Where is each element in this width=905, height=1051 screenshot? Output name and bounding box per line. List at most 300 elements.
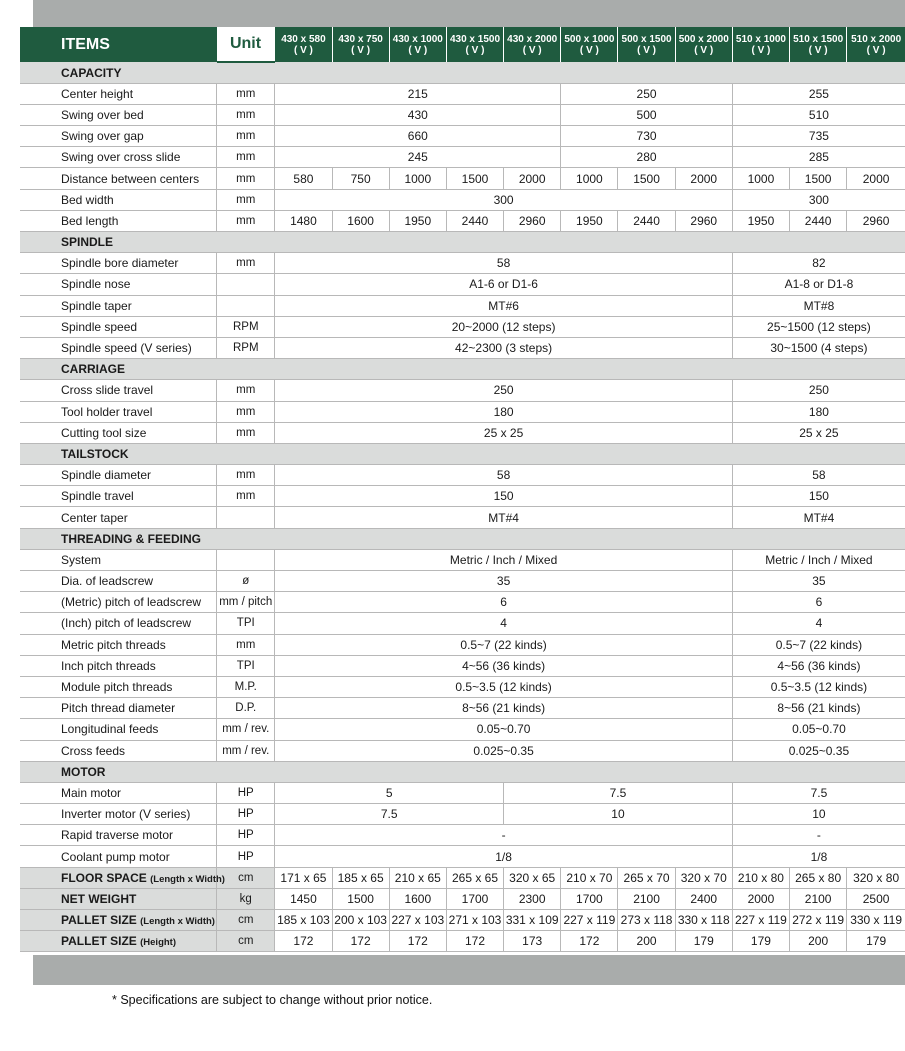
spec-value: 179: [675, 931, 732, 952]
spec-label-text: System: [61, 552, 102, 567]
spec-value: MT#6: [275, 295, 733, 316]
spec-unit: HP: [217, 846, 275, 867]
spec-value: 2100: [790, 888, 847, 909]
spec-label: [20, 486, 217, 507]
spec-value: 1000: [561, 168, 618, 189]
model-variant: ( V ): [808, 44, 828, 56]
spec-value: 2960: [504, 210, 561, 231]
spec-value: 2000: [847, 168, 905, 189]
spec-value: A1-6 or D1-6: [275, 274, 733, 295]
spec-label-text: Cross slide travel: [61, 383, 154, 398]
spec-value: 1480: [275, 210, 332, 231]
model-header: [847, 27, 905, 62]
spec-value: 320 x 70: [675, 867, 732, 888]
spec-value: 0.5~3.5 (12 kinds): [732, 676, 905, 697]
spec-label-text: Swing over cross slide: [61, 150, 181, 165]
spec-unit: [217, 274, 275, 295]
spec-unit: cm: [217, 867, 275, 888]
spec-value: 2440: [446, 210, 503, 231]
model-size: 430 x 750: [338, 33, 383, 45]
spec-value: 0.5~7 (22 kinds): [275, 634, 733, 655]
spec-value: 271 x 103: [446, 910, 503, 931]
spec-value: 500: [561, 104, 733, 125]
spec-label: [20, 782, 217, 803]
spec-value: MT#4: [275, 507, 733, 528]
spec-value: 2000: [504, 168, 561, 189]
spec-row: [20, 507, 905, 528]
spec-value: 4~56 (36 kinds): [275, 655, 733, 676]
spec-value: 172: [275, 931, 332, 952]
spec-row: [20, 613, 905, 634]
model-header: [618, 27, 675, 62]
spec-value: 10: [504, 804, 733, 825]
spec-label-text: Inch pitch threads: [61, 658, 156, 673]
spec-row: [20, 846, 905, 867]
model-variant: ( V ): [751, 44, 771, 56]
spec-label-text: Distance between centers: [61, 171, 200, 186]
spec-unit: mm: [217, 401, 275, 422]
spec-value: 730: [561, 126, 733, 147]
spec-value: 331 x 109: [504, 910, 561, 931]
spec-value: 580: [275, 168, 332, 189]
model-size: 510 x 1000: [735, 33, 786, 45]
spec-value: A1-8 or D1-8: [732, 274, 905, 295]
spec-row: [20, 698, 905, 719]
spec-unit: mm: [217, 147, 275, 168]
model-size: 510 x 2000: [851, 33, 902, 45]
spec-label-text: Swing over bed: [61, 107, 144, 122]
section-title: THREADING & FEEDING: [20, 528, 905, 549]
spec-label-text: Tool holder travel: [61, 404, 153, 419]
spec-value: 172: [446, 931, 503, 952]
spec-value: 272 x 119: [790, 910, 847, 931]
spec-row: [20, 295, 905, 316]
unit-header: Unit: [217, 27, 275, 62]
spec-unit: HP: [217, 782, 275, 803]
model-variant: ( V ): [579, 44, 599, 56]
spec-row: [20, 337, 905, 358]
model-header: [332, 27, 389, 62]
model-header: [790, 27, 847, 62]
spec-value: 2000: [675, 168, 732, 189]
spec-value: 179: [847, 931, 905, 952]
model-variant: ( V ): [694, 44, 714, 56]
spec-value: 30~1500 (4 steps): [732, 337, 905, 358]
spec-value: 35: [275, 571, 733, 592]
spec-value: 10: [732, 804, 905, 825]
spec-row: [20, 931, 905, 952]
spec-value: 6: [275, 592, 733, 613]
spec-value: 150: [275, 486, 733, 507]
spec-value: 179: [732, 931, 789, 952]
spec-value: 430: [275, 104, 561, 125]
spec-label: [20, 210, 217, 231]
section-row: [20, 359, 905, 380]
spec-label: [20, 189, 217, 210]
spec-label: [20, 380, 217, 401]
spec-label-text: Metric pitch threads: [61, 637, 166, 652]
spec-value: 4: [732, 613, 905, 634]
spec-label-text: Inverter motor (V series): [61, 807, 191, 822]
spec-unit: ø: [217, 571, 275, 592]
spec-unit: TPI: [217, 655, 275, 676]
spec-value: -: [732, 825, 905, 846]
spec-value: 1500: [618, 168, 675, 189]
spec-label: [20, 655, 217, 676]
spec-unit: mm: [217, 104, 275, 125]
spec-value: 2960: [847, 210, 905, 231]
spec-value: 1950: [561, 210, 618, 231]
spec-row: [20, 147, 905, 168]
spec-value: 200: [618, 931, 675, 952]
model-variant: ( V ): [522, 44, 542, 56]
spec-unit: cm: [217, 910, 275, 931]
spec-value: 7.5: [504, 782, 733, 803]
model-size: 500 x 1500: [621, 33, 672, 45]
spec-label-text: Dia. of leadscrew: [61, 574, 154, 589]
spec-value: 0.05~0.70: [275, 719, 733, 740]
spec-row: [20, 888, 905, 909]
spec-value: Metric / Inch / Mixed: [732, 549, 905, 570]
spec-row: [20, 253, 905, 274]
spec-value: 255: [732, 83, 905, 104]
spec-row: [20, 719, 905, 740]
spec-row: [20, 465, 905, 486]
spec-value: 5: [275, 782, 504, 803]
spec-label: [20, 126, 217, 147]
spec-unit: mm: [217, 465, 275, 486]
spec-value: 0.5~3.5 (12 kinds): [275, 676, 733, 697]
footnote: * Specifications are subject to change without prior notice.: [112, 993, 433, 1007]
spec-row: [20, 804, 905, 825]
spec-label-text: Main motor: [61, 785, 122, 800]
spec-label-text: PALLET SIZE: [61, 934, 137, 949]
spec-row: [20, 740, 905, 761]
spec-unit: M.P.: [217, 676, 275, 697]
model-size: 500 x 2000: [678, 33, 729, 45]
model-header: [446, 27, 503, 62]
spec-value: 8~56 (21 kinds): [732, 698, 905, 719]
spec-label-text: PALLET SIZE: [61, 913, 137, 928]
spec-value: 58: [275, 465, 733, 486]
spec-row: [20, 676, 905, 697]
spec-value: 1700: [446, 888, 503, 909]
model-variant: ( V ): [637, 44, 656, 56]
spec-row: [20, 126, 905, 147]
spec-unit: [217, 549, 275, 570]
spec-row: [20, 782, 905, 803]
spec-value: 200 x 103: [332, 910, 389, 931]
spec-label-sub: (Length x Width): [150, 873, 225, 885]
bottom-grey-band: [33, 955, 905, 985]
spec-unit: mm: [217, 422, 275, 443]
spec-unit: RPM: [217, 337, 275, 358]
model-header: [504, 27, 561, 62]
spec-value: 1000: [389, 168, 446, 189]
spec-value: 185 x 103: [275, 910, 332, 931]
spec-unit: TPI: [217, 613, 275, 634]
spec-value: 7.5: [732, 782, 905, 803]
spec-row: [20, 825, 905, 846]
spec-value: 265 x 70: [618, 867, 675, 888]
spec-value: 200: [790, 931, 847, 952]
spec-value: 58: [732, 465, 905, 486]
spec-unit: mm / rev.: [217, 740, 275, 761]
spec-row: [20, 380, 905, 401]
spec-value: 280: [561, 147, 733, 168]
top-grey-band: [33, 0, 905, 27]
model-header: [389, 27, 446, 62]
spec-label: [20, 825, 217, 846]
spec-value: MT#8: [732, 295, 905, 316]
spec-value: 1/8: [732, 846, 905, 867]
spec-value: 25~1500 (12 steps): [732, 316, 905, 337]
spec-unit: mm: [217, 126, 275, 147]
spec-value: 227 x 119: [732, 910, 789, 931]
model-size: 510 x 1500: [793, 33, 844, 45]
spec-value: 250: [732, 380, 905, 401]
spec-label: [20, 931, 217, 952]
spec-unit: HP: [217, 825, 275, 846]
spec-row: [20, 867, 905, 888]
spec-unit: mm / rev.: [217, 719, 275, 740]
model-header: [275, 27, 332, 62]
section-row: [20, 761, 905, 782]
section-row: [20, 62, 905, 83]
spec-row: [20, 571, 905, 592]
spec-label-text: Bed width: [61, 192, 114, 207]
spec-value: 285: [732, 147, 905, 168]
spec-label-text: NET WEIGHT: [61, 891, 137, 906]
spec-value: 1700: [561, 888, 618, 909]
spec-value: 180: [732, 401, 905, 422]
spec-value: 320 x 65: [504, 867, 561, 888]
section-title: SPINDLE: [20, 232, 905, 253]
spec-label-text: Center height: [61, 86, 134, 101]
spec-label-text: Cross feeds: [61, 743, 126, 758]
spec-value: 6: [732, 592, 905, 613]
spec-label: [20, 274, 217, 295]
spec-value: 172: [561, 931, 618, 952]
spec-label-text: Pitch thread diameter: [61, 701, 176, 716]
model-header: [561, 27, 618, 62]
spec-label: [20, 337, 217, 358]
spec-unit: mm / pitch: [217, 592, 275, 613]
spec-label: [20, 698, 217, 719]
spec-value: 300: [275, 189, 733, 210]
spec-unit: kg: [217, 888, 275, 909]
spec-value: 0.05~0.70: [732, 719, 905, 740]
spec-label-text: Swing over gap: [61, 129, 144, 144]
model-size: 430 x 580: [281, 33, 326, 45]
spec-value: 58: [275, 253, 733, 274]
spec-unit: RPM: [217, 316, 275, 337]
section-title: CARRIAGE: [20, 359, 905, 380]
spec-label-text: FLOOR SPACE: [61, 870, 147, 885]
spec-unit: mm: [217, 253, 275, 274]
spec-value: 210 x 80: [732, 867, 789, 888]
spec-label: [20, 910, 217, 931]
spec-value: 210 x 70: [561, 867, 618, 888]
spec-value: 172: [332, 931, 389, 952]
spec-label: [20, 316, 217, 337]
spec-value: 0.5~7 (22 kinds): [732, 634, 905, 655]
spec-label: [20, 253, 217, 274]
spec-value: 1000: [732, 168, 789, 189]
spec-label: [20, 740, 217, 761]
spec-label: [20, 888, 217, 909]
spec-label: [20, 592, 217, 613]
spec-label-text: Spindle speed: [61, 319, 138, 334]
model-size: 430 x 2000: [507, 33, 558, 45]
spec-label-sub: (Length x Width): [140, 916, 215, 928]
spec-unit: cm: [217, 931, 275, 952]
spec-value: 265 x 80: [790, 867, 847, 888]
spec-label: [20, 295, 217, 316]
spec-unit: mm: [217, 210, 275, 231]
spec-label: [20, 719, 217, 740]
spec-value: 1950: [732, 210, 789, 231]
spec-unit: [217, 507, 275, 528]
spec-unit: mm: [217, 189, 275, 210]
spec-value: 4: [275, 613, 733, 634]
spec-value: 171 x 65: [275, 867, 332, 888]
spec-value: 2000: [732, 888, 789, 909]
section-row: [20, 443, 905, 464]
section-row: [20, 528, 905, 549]
spec-unit: mm: [217, 168, 275, 189]
spec-table-body: [20, 62, 905, 952]
spec-label-text: Coolant pump motor: [61, 849, 170, 864]
spec-row: [20, 210, 905, 231]
spec-label-text: Longitudinal feeds: [61, 722, 159, 737]
spec-row: [20, 83, 905, 104]
spec-value: 2440: [618, 210, 675, 231]
spec-label-text: Spindle taper: [61, 298, 132, 313]
spec-unit: [217, 295, 275, 316]
spec-value: 173: [504, 931, 561, 952]
spec-value: 330 x 118: [675, 910, 732, 931]
model-size: 430 x 1500: [449, 33, 501, 45]
spec-label: [20, 846, 217, 867]
spec-value: 2500: [847, 888, 905, 909]
spec-value: 2960: [675, 210, 732, 231]
spec-value: 2100: [618, 888, 675, 909]
spec-label-text: Center taper: [61, 510, 128, 525]
spec-label: [20, 613, 217, 634]
spec-unit: mm: [217, 380, 275, 401]
spec-value: 1500: [790, 168, 847, 189]
model-variant: ( V ): [465, 44, 485, 56]
spec-unit: HP: [217, 804, 275, 825]
model-header: [732, 27, 789, 62]
spec-row: [20, 549, 905, 570]
spec-value: 227 x 103: [389, 910, 446, 931]
spec-row: [20, 592, 905, 613]
spec-value: 25 x 25: [732, 422, 905, 443]
spec-label: [20, 676, 217, 697]
spec-label-text: Spindle diameter: [61, 468, 152, 483]
spec-value: 172: [389, 931, 446, 952]
section-title: CAPACITY: [20, 62, 905, 83]
spec-value: 7.5: [275, 804, 504, 825]
spec-value: 0.025~0.35: [732, 740, 905, 761]
spec-label-text: Rapid traverse motor: [61, 828, 174, 843]
spec-label: [20, 422, 217, 443]
spec-label: [20, 83, 217, 104]
spec-row: [20, 655, 905, 676]
model-header: [675, 27, 732, 62]
spec-row: [20, 422, 905, 443]
spec-label-text: (Inch) pitch of leadscrew: [61, 616, 192, 631]
spec-unit: mm: [217, 83, 275, 104]
spec-value: 25 x 25: [275, 422, 733, 443]
spec-value: 660: [275, 126, 561, 147]
spec-value: 210 x 65: [389, 867, 446, 888]
spec-label-text: Module pitch threads: [61, 680, 173, 695]
model-variant: ( V ): [408, 44, 428, 56]
spec-value: 20~2000 (12 steps): [275, 316, 733, 337]
spec-label-sub: (Height): [140, 937, 177, 949]
items-header: ITEMS: [20, 27, 217, 62]
spec-value: 82: [732, 253, 905, 274]
spec-value: 1500: [446, 168, 503, 189]
spec-value: 1600: [332, 210, 389, 231]
spec-label: [20, 549, 217, 570]
spec-label-text: Cutting tool size: [61, 425, 147, 440]
spec-value: 510: [732, 104, 905, 125]
section-title: MOTOR: [20, 761, 905, 782]
spec-value: 250: [561, 83, 733, 104]
spec-value: 273 x 118: [618, 910, 675, 931]
spec-value: 2400: [675, 888, 732, 909]
spec-value: 1450: [275, 888, 332, 909]
spec-row: [20, 168, 905, 189]
spec-unit: mm: [217, 486, 275, 507]
spec-row: [20, 634, 905, 655]
spec-value: 1950: [389, 210, 446, 231]
model-size: 500 x 1000: [564, 33, 615, 45]
spec-table: [20, 27, 905, 952]
model-variant: ( V ): [866, 44, 886, 56]
spec-label: [20, 104, 217, 125]
spec-label-text: Bed length: [61, 213, 119, 228]
spec-value: 1/8: [275, 846, 733, 867]
spec-label: [20, 168, 217, 189]
spec-label: [20, 804, 217, 825]
spec-value: 750: [332, 168, 389, 189]
spec-value: 330 x 119: [847, 910, 905, 931]
spec-value: 227 x 119: [561, 910, 618, 931]
spec-value: 1600: [389, 888, 446, 909]
spec-label-text: (Metric) pitch of leadscrew: [61, 595, 202, 610]
spec-label: [20, 507, 217, 528]
model-variant: ( V ): [293, 44, 313, 56]
spec-label: [20, 867, 225, 888]
spec-value: -: [275, 825, 733, 846]
spec-value: 150: [732, 486, 905, 507]
spec-unit: mm: [217, 634, 275, 655]
spec-value: 735: [732, 126, 905, 147]
spec-value: 2440: [790, 210, 847, 231]
spec-value: 245: [275, 147, 561, 168]
spec-value: 1500: [332, 888, 389, 909]
spec-value: 300: [732, 189, 905, 210]
spec-unit: D.P.: [217, 698, 275, 719]
spec-label: [20, 465, 217, 486]
spec-row: [20, 316, 905, 337]
model-size: 430 x 1000: [392, 33, 443, 45]
